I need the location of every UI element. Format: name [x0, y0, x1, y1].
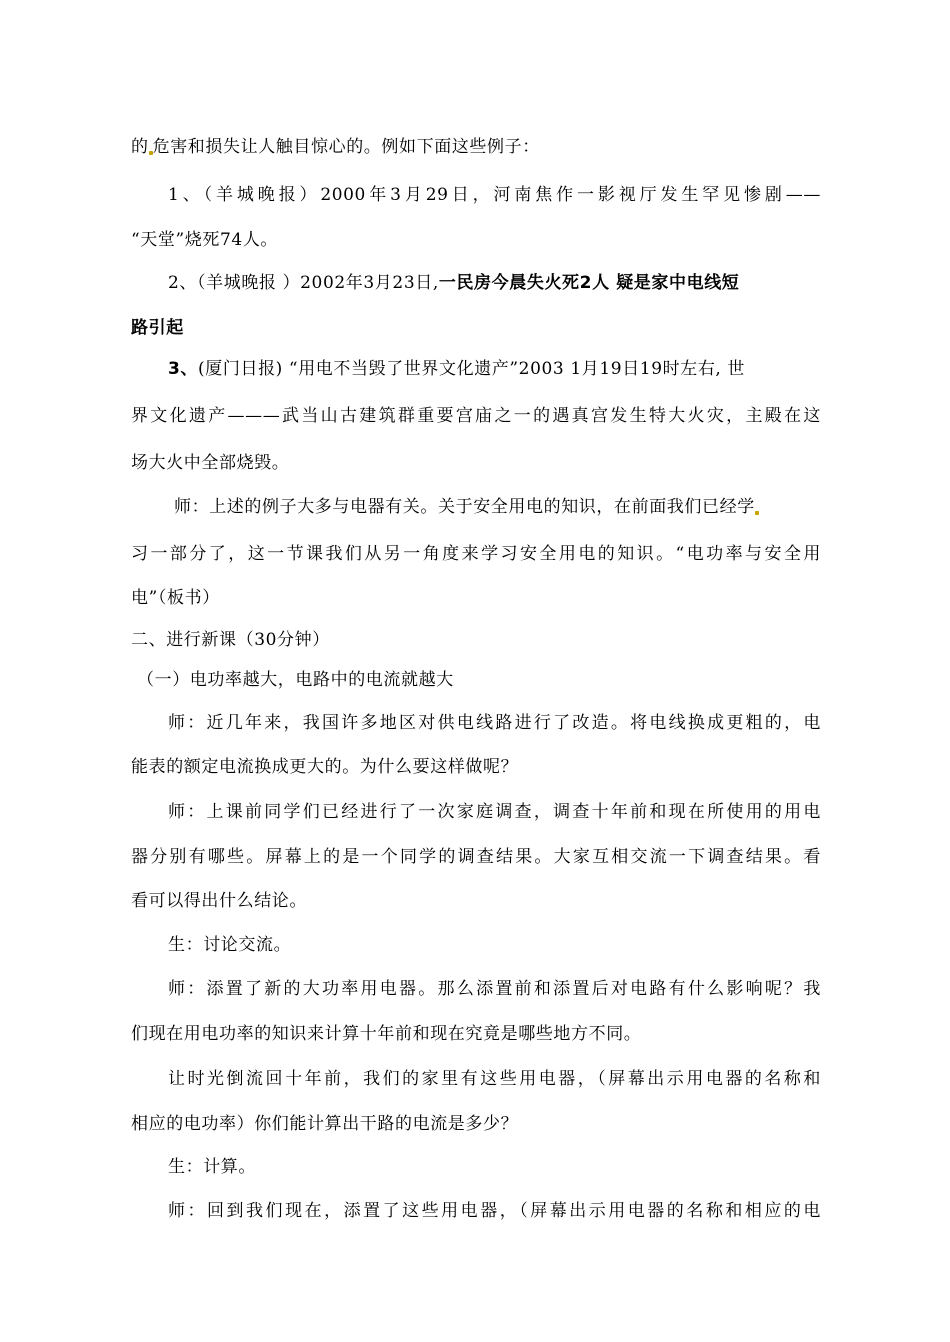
paragraph-line — [174, 492, 759, 517]
paragraph-line: 看可以得出什么结论。 — [131, 891, 307, 911]
paragraph-line: 电”（板书） — [131, 588, 220, 608]
paragraph-line: 生：计算。 — [168, 1157, 256, 1177]
paragraph-line: 路引起 — [131, 318, 184, 338]
paragraph-line: 场大火中全部烧毁。 — [131, 453, 290, 473]
paragraph-line: 师：近几年来，我国许多地区对供电线路进行了改造。将电线换成更粗的，电 — [168, 713, 821, 733]
bold-headline: 一民房今晨失火死2人 疑是家中电线短 — [438, 273, 740, 293]
paragraph-line: 能表的额定电流换成更大的。为什么要这样做呢？ — [131, 757, 519, 777]
paragraph-line — [168, 354, 745, 379]
paragraph-line: 师：上课前同学们已经进行了一次家庭调查，调查十年前和现在所使用的用电 — [168, 802, 821, 822]
item-number: 3、 — [168, 359, 199, 379]
marker-dot — [755, 511, 759, 515]
paragraph-line: “天堂”烧死74人。 — [131, 230, 279, 250]
paragraph-line — [168, 268, 739, 293]
paragraph-line: 习一部分了，这一节课我们从另一角度来学习安全用电的知识。“电功率与安全用 — [131, 544, 821, 564]
paragraph-line — [131, 132, 540, 157]
subsection-heading: （一）电功率越大，电路中的电流就越大 — [137, 670, 454, 690]
paragraph-line: 师：回到我们现在，添置了这些用电器，（屏幕出示用电器的名称和相应的电 — [168, 1201, 821, 1221]
text-run: 危害和损失让人触目惊心的。例如下面这些例子： — [152, 137, 540, 157]
paragraph-line: 让时光倒流回十年前，我们的家里有这些用电器，（屏幕出示用电器的名称和 — [168, 1069, 821, 1089]
paragraph-line: 器分别有哪些。屏幕上的是一个同学的调查结果。大家互相交流一下调查结果。看 — [131, 847, 821, 867]
paragraph-line: 1、（羊城晚报）2000年3月29日，河南焦作一影视厅发生罕见惨剧—— — [168, 185, 821, 205]
section-heading: 二、进行新课（30分钟） — [131, 630, 330, 650]
text-run: 2、（羊城晚报 ）2002年3月23日, — [168, 273, 439, 293]
paragraph-line: 相应的电功率）你们能计算出干路的电流是多少？ — [131, 1114, 519, 1134]
text-run: 师：上述的例子大多与电器有关。关于安全用电的知识，在前面我们已经学 — [174, 497, 755, 517]
text-run: (厦门日报) “用电不当毁了世界文化遗产”2003 1月19日19时左右, 世 — [198, 359, 746, 379]
paragraph-line: 师：添置了新的大功率用电器。那么添置前和添置后对电路有什么影响呢？我 — [168, 979, 821, 999]
paragraph-line: 界文化遗产———武当山古建筑群重要宫庙之一的遇真宫发生特大火灾，主殿在这 — [131, 406, 821, 426]
paragraph-line: 们现在用电功率的知识来计算十年前和现在究竟是哪些地方不同。 — [131, 1024, 642, 1044]
text-run: 的 — [131, 137, 149, 157]
paragraph-line: 生：讨论交流。 — [168, 935, 292, 955]
